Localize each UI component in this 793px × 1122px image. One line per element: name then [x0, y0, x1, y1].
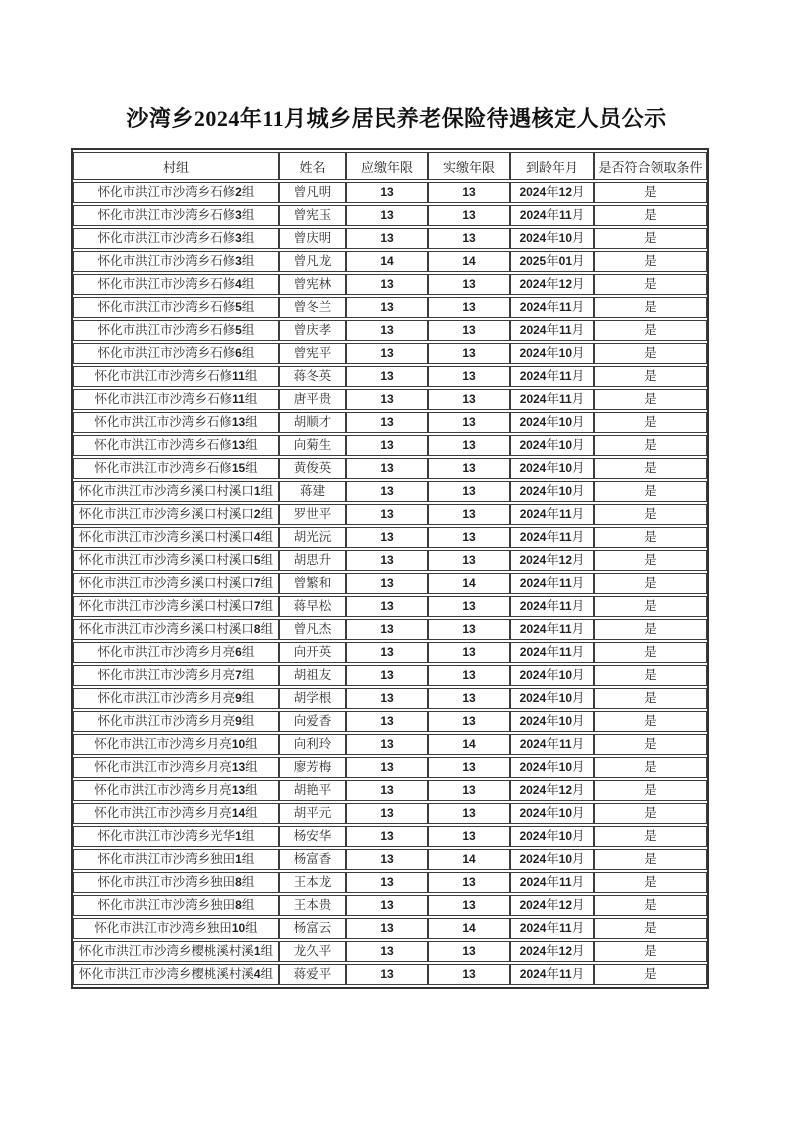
- table-cell: 14: [428, 251, 510, 272]
- table-cell: 向菊生: [279, 435, 346, 456]
- table-cell: 是: [594, 573, 707, 594]
- table-cell: 向开英: [279, 642, 346, 663]
- table-cell: 13: [428, 389, 510, 410]
- table-cell: 14: [428, 573, 510, 594]
- table-row: [73, 642, 707, 663]
- table-cell: 怀化市洪江市沙湾乡独田8组: [73, 895, 279, 916]
- table-cell: 13: [428, 343, 510, 364]
- table-cell: 2024年10月: [510, 665, 594, 686]
- table-cell: 怀化市洪江市沙湾乡石修2组: [73, 182, 279, 203]
- table-cell: 2024年11月: [510, 320, 594, 341]
- table-cell: 胡光沅: [279, 527, 346, 548]
- table-cell: 罗世平: [279, 504, 346, 525]
- table-cell: 2024年12月: [510, 941, 594, 962]
- table-cell: 13: [346, 297, 428, 318]
- table-row: [73, 228, 707, 249]
- table-cell: 王本龙: [279, 872, 346, 893]
- table-cell: 杨富云: [279, 918, 346, 939]
- table-cell: 13: [428, 182, 510, 203]
- table-cell: 13: [428, 711, 510, 732]
- table-cell: 13: [428, 205, 510, 226]
- table-header-row: [73, 152, 707, 180]
- table-cell: 2024年12月: [510, 550, 594, 571]
- table-row: [73, 251, 707, 272]
- table-cell: 向爱香: [279, 711, 346, 732]
- table-cell: 13: [428, 895, 510, 916]
- table-cell: 2024年10月: [510, 228, 594, 249]
- table-cell: 13: [346, 343, 428, 364]
- table-cell: 13: [346, 849, 428, 870]
- table-cell: 13: [346, 642, 428, 663]
- table-cell: 2024年12月: [510, 274, 594, 295]
- table-row: [73, 389, 707, 410]
- column-header-5: 是否符合领取条件: [594, 152, 707, 180]
- table-cell: 13: [346, 435, 428, 456]
- table-cell: 13: [428, 481, 510, 502]
- table-cell: 怀化市洪江市沙湾乡石修6组: [73, 343, 279, 364]
- table-cell: 曾宪玉: [279, 205, 346, 226]
- table-cell: 是: [594, 504, 707, 525]
- table-cell: 是: [594, 734, 707, 755]
- table-row: [73, 412, 707, 433]
- table-cell: 14: [346, 251, 428, 272]
- table-cell: 怀化市洪江市沙湾乡月亮13组: [73, 780, 279, 801]
- table-cell: 2024年12月: [510, 895, 594, 916]
- table-cell: 是: [594, 343, 707, 364]
- table-cell: 2024年11月: [510, 573, 594, 594]
- table-cell: 杨安华: [279, 826, 346, 847]
- table-row: [73, 550, 707, 571]
- table-row: [73, 895, 707, 916]
- table-cell: 2024年11月: [510, 504, 594, 525]
- table-cell: 是: [594, 458, 707, 479]
- table-row: [73, 964, 707, 985]
- table-cell: 怀化市洪江市沙湾乡溪口村溪口2组: [73, 504, 279, 525]
- table-cell: 2024年11月: [510, 619, 594, 640]
- table-cell: 13: [346, 757, 428, 778]
- table-cell: 是: [594, 780, 707, 801]
- table-cell: 2024年10月: [510, 458, 594, 479]
- table-cell: 13: [346, 550, 428, 571]
- table-row: [73, 481, 707, 502]
- table-cell: 13: [346, 895, 428, 916]
- table-cell: 13: [346, 481, 428, 502]
- table-cell: 2024年10月: [510, 343, 594, 364]
- table-cell: 廖芳梅: [279, 757, 346, 778]
- table-row: [73, 688, 707, 709]
- table-cell: 13: [428, 228, 510, 249]
- table-cell: 怀化市洪江市沙湾乡光华1组: [73, 826, 279, 847]
- table-cell: 是: [594, 297, 707, 318]
- table-cell: 怀化市洪江市沙湾乡石修3组: [73, 205, 279, 226]
- table-row: [73, 274, 707, 295]
- table-cell: 是: [594, 412, 707, 433]
- table-cell: 是: [594, 849, 707, 870]
- table-cell: 13: [346, 389, 428, 410]
- table-row: [73, 504, 707, 525]
- table-cell: 2024年11月: [510, 366, 594, 387]
- table-cell: 怀化市洪江市沙湾乡石修11组: [73, 366, 279, 387]
- table-cell: 怀化市洪江市沙湾乡月亮7组: [73, 665, 279, 686]
- table-cell: 曾冬兰: [279, 297, 346, 318]
- table-cell: 13: [346, 665, 428, 686]
- table-cell: 是: [594, 527, 707, 548]
- table-cell: 怀化市洪江市沙湾乡石修4组: [73, 274, 279, 295]
- table-cell: 13: [346, 918, 428, 939]
- table-cell: 13: [428, 297, 510, 318]
- table-cell: 2024年10月: [510, 803, 594, 824]
- table-cell: 13: [428, 826, 510, 847]
- table-cell: 13: [346, 504, 428, 525]
- table-cell: 2024年11月: [510, 527, 594, 548]
- table-row: [73, 527, 707, 548]
- table-cell: 2024年11月: [510, 964, 594, 985]
- table-cell: 曾凡杰: [279, 619, 346, 640]
- table-row: [73, 297, 707, 318]
- table-cell: 13: [346, 780, 428, 801]
- table-cell: 2024年11月: [510, 872, 594, 893]
- column-header-3: 实缴年限: [428, 152, 510, 180]
- table-cell: 向利玲: [279, 734, 346, 755]
- table-cell: 13: [346, 941, 428, 962]
- table-cell: 是: [594, 251, 707, 272]
- table-row: [73, 573, 707, 594]
- table-cell: 是: [594, 872, 707, 893]
- table-cell: 曾庆孝: [279, 320, 346, 341]
- table-cell: 曾宪林: [279, 274, 346, 295]
- table-cell: 杨富香: [279, 849, 346, 870]
- table-cell: 2024年11月: [510, 205, 594, 226]
- table-cell: 是: [594, 711, 707, 732]
- table-cell: 是: [594, 389, 707, 410]
- table-cell: 怀化市洪江市沙湾乡月亮14组: [73, 803, 279, 824]
- table-cell: 怀化市洪江市沙湾乡石修5组: [73, 320, 279, 341]
- table-row: [73, 343, 707, 364]
- table-row: [73, 205, 707, 226]
- table-cell: 13: [346, 688, 428, 709]
- column-header-4: 到龄年月: [510, 152, 594, 180]
- table-cell: 2024年10月: [510, 481, 594, 502]
- table-row: [73, 596, 707, 617]
- table-cell: 怀化市洪江市沙湾乡月亮9组: [73, 711, 279, 732]
- table-row: [73, 711, 707, 732]
- table-cell: 13: [346, 619, 428, 640]
- table-cell: 是: [594, 803, 707, 824]
- table-cell: 13: [346, 596, 428, 617]
- table-row: [73, 182, 707, 203]
- table-cell: 是: [594, 964, 707, 985]
- table-cell: 13: [346, 320, 428, 341]
- table-cell: 2024年11月: [510, 734, 594, 755]
- table-cell: 龙久平: [279, 941, 346, 962]
- table-cell: 2024年12月: [510, 780, 594, 801]
- table-cell: 是: [594, 895, 707, 916]
- table-cell: 怀化市洪江市沙湾乡石修3组: [73, 251, 279, 272]
- table-cell: 13: [346, 412, 428, 433]
- table-cell: 怀化市洪江市沙湾乡石修11组: [73, 389, 279, 410]
- table-cell: 13: [428, 964, 510, 985]
- table-row: [73, 366, 707, 387]
- table-cell: 怀化市洪江市沙湾乡独田8组: [73, 872, 279, 893]
- table-cell: 胡祖友: [279, 665, 346, 686]
- table-cell: 怀化市洪江市沙湾乡溪口村溪口4组: [73, 527, 279, 548]
- table-row: [73, 320, 707, 341]
- table-cell: 13: [346, 826, 428, 847]
- table-cell: 13: [346, 366, 428, 387]
- table-row: [73, 435, 707, 456]
- table-cell: 2024年10月: [510, 849, 594, 870]
- page-title: 沙湾乡2024年11月城乡居民养老保险待遇核定人员公示: [126, 106, 667, 131]
- table-row: [73, 665, 707, 686]
- table-cell: 2024年11月: [510, 596, 594, 617]
- table-row: [73, 780, 707, 801]
- table-cell: 是: [594, 320, 707, 341]
- table-cell: 怀化市洪江市沙湾乡独田10组: [73, 918, 279, 939]
- table-row: [73, 941, 707, 962]
- table-cell: 是: [594, 205, 707, 226]
- table-cell: 13: [428, 435, 510, 456]
- table-cell: 13: [346, 205, 428, 226]
- table-row: [73, 826, 707, 847]
- table-cell: 14: [428, 734, 510, 755]
- table-cell: 2024年10月: [510, 826, 594, 847]
- table-cell: 2024年10月: [510, 435, 594, 456]
- table-cell: 怀化市洪江市沙湾乡石修3组: [73, 228, 279, 249]
- table-cell: 2025年01月: [510, 251, 594, 272]
- table-cell: 13: [428, 504, 510, 525]
- table-cell: 怀化市洪江市沙湾乡溪口村溪口5组: [73, 550, 279, 571]
- table-cell: 是: [594, 274, 707, 295]
- table-cell: 胡平元: [279, 803, 346, 824]
- table-row: [73, 757, 707, 778]
- table-cell: 2024年10月: [510, 711, 594, 732]
- table-cell: 13: [346, 872, 428, 893]
- table-cell: 怀化市洪江市沙湾乡溪口村溪口7组: [73, 596, 279, 617]
- table-cell: 怀化市洪江市沙湾乡月亮6组: [73, 642, 279, 663]
- table-cell: 13: [428, 274, 510, 295]
- table-cell: 怀化市洪江市沙湾乡石修15组: [73, 458, 279, 479]
- table-cell: 怀化市洪江市沙湾乡樱桃溪村溪4组: [73, 964, 279, 985]
- table-cell: 13: [346, 182, 428, 203]
- table-cell: 2024年10月: [510, 688, 594, 709]
- table-cell: 13: [428, 941, 510, 962]
- table-cell: 曾庆明: [279, 228, 346, 249]
- table-cell: 13: [428, 458, 510, 479]
- table-cell: 曾繁和: [279, 573, 346, 594]
- table-cell: 是: [594, 941, 707, 962]
- table-cell: 13: [428, 665, 510, 686]
- table-cell: 13: [346, 573, 428, 594]
- table-cell: 是: [594, 481, 707, 502]
- table-cell: 是: [594, 596, 707, 617]
- table-row: [73, 734, 707, 755]
- table-body: [73, 182, 707, 985]
- pension-eligibility-table: [71, 148, 709, 989]
- table-cell: 王本贵: [279, 895, 346, 916]
- table-cell: 13: [428, 550, 510, 571]
- table-cell: 怀化市洪江市沙湾乡石修13组: [73, 412, 279, 433]
- table-cell: 蒋早松: [279, 596, 346, 617]
- table-cell: 怀化市洪江市沙湾乡月亮9组: [73, 688, 279, 709]
- table-cell: 怀化市洪江市沙湾乡溪口村溪口7组: [73, 573, 279, 594]
- table-cell: 是: [594, 619, 707, 640]
- table-cell: 是: [594, 757, 707, 778]
- table-row: [73, 619, 707, 640]
- table-row: [73, 872, 707, 893]
- table-cell: 是: [594, 366, 707, 387]
- column-header-2: 应缴年限: [346, 152, 428, 180]
- table-cell: 13: [428, 780, 510, 801]
- table-cell: 胡思升: [279, 550, 346, 571]
- table-row: [73, 849, 707, 870]
- table-cell: 是: [594, 918, 707, 939]
- table-cell: 黄俊英: [279, 458, 346, 479]
- table-cell: 13: [428, 320, 510, 341]
- table-cell: 2024年10月: [510, 757, 594, 778]
- table-cell: 唐平贵: [279, 389, 346, 410]
- table-cell: 怀化市洪江市沙湾乡樱桃溪村溪1组: [73, 941, 279, 962]
- table-cell: 怀化市洪江市沙湾乡独田1组: [73, 849, 279, 870]
- table-cell: 是: [594, 435, 707, 456]
- table-cell: 13: [428, 642, 510, 663]
- table-cell: 怀化市洪江市沙湾乡月亮10组: [73, 734, 279, 755]
- table-cell: 怀化市洪江市沙湾乡石修13组: [73, 435, 279, 456]
- table-cell: 13: [346, 458, 428, 479]
- table-cell: 是: [594, 665, 707, 686]
- table-cell: 13: [428, 412, 510, 433]
- table-cell: 曾凡明: [279, 182, 346, 203]
- table-cell: 13: [428, 757, 510, 778]
- table-cell: 胡艳平: [279, 780, 346, 801]
- table-cell: 13: [428, 619, 510, 640]
- table-cell: 是: [594, 228, 707, 249]
- table-cell: 13: [428, 803, 510, 824]
- table-cell: 2024年11月: [510, 642, 594, 663]
- table-cell: 13: [428, 688, 510, 709]
- table-cell: 怀化市洪江市沙湾乡溪口村溪口8组: [73, 619, 279, 640]
- table-cell: 2024年10月: [510, 412, 594, 433]
- table-row: [73, 458, 707, 479]
- column-header-1: 姓名: [279, 152, 346, 180]
- table-cell: 13: [428, 527, 510, 548]
- table-cell: 是: [594, 642, 707, 663]
- table-cell: 2024年11月: [510, 297, 594, 318]
- table-row: [73, 803, 707, 824]
- table-cell: 怀化市洪江市沙湾乡溪口村溪口1组: [73, 481, 279, 502]
- table-cell: 曾宪平: [279, 343, 346, 364]
- table-cell: 14: [428, 918, 510, 939]
- table-cell: 曾凡龙: [279, 251, 346, 272]
- table-cell: 13: [346, 964, 428, 985]
- table-cell: 13: [346, 734, 428, 755]
- table-cell: 2024年12月: [510, 182, 594, 203]
- table-cell: 13: [346, 803, 428, 824]
- table-cell: 13: [428, 596, 510, 617]
- table-cell: 是: [594, 826, 707, 847]
- table-cell: 13: [346, 711, 428, 732]
- table-cell: 13: [346, 274, 428, 295]
- table-cell: 是: [594, 550, 707, 571]
- table-cell: 是: [594, 688, 707, 709]
- table-cell: 2024年11月: [510, 918, 594, 939]
- table-cell: 2024年11月: [510, 389, 594, 410]
- column-header-0: 村组: [73, 152, 279, 180]
- table-cell: 蒋冬英: [279, 366, 346, 387]
- table-cell: 是: [594, 182, 707, 203]
- table-cell: 14: [428, 849, 510, 870]
- table-cell: 蒋爱平: [279, 964, 346, 985]
- table-cell: 13: [346, 527, 428, 548]
- table-cell: 13: [346, 228, 428, 249]
- table-cell: 怀化市洪江市沙湾乡石修5组: [73, 297, 279, 318]
- table-cell: 13: [428, 366, 510, 387]
- table-row: [73, 918, 707, 939]
- table-cell: 胡顺才: [279, 412, 346, 433]
- table-cell: 怀化市洪江市沙湾乡月亮13组: [73, 757, 279, 778]
- table-cell: 蒋建: [279, 481, 346, 502]
- table-cell: 13: [428, 872, 510, 893]
- table-cell: 胡学根: [279, 688, 346, 709]
